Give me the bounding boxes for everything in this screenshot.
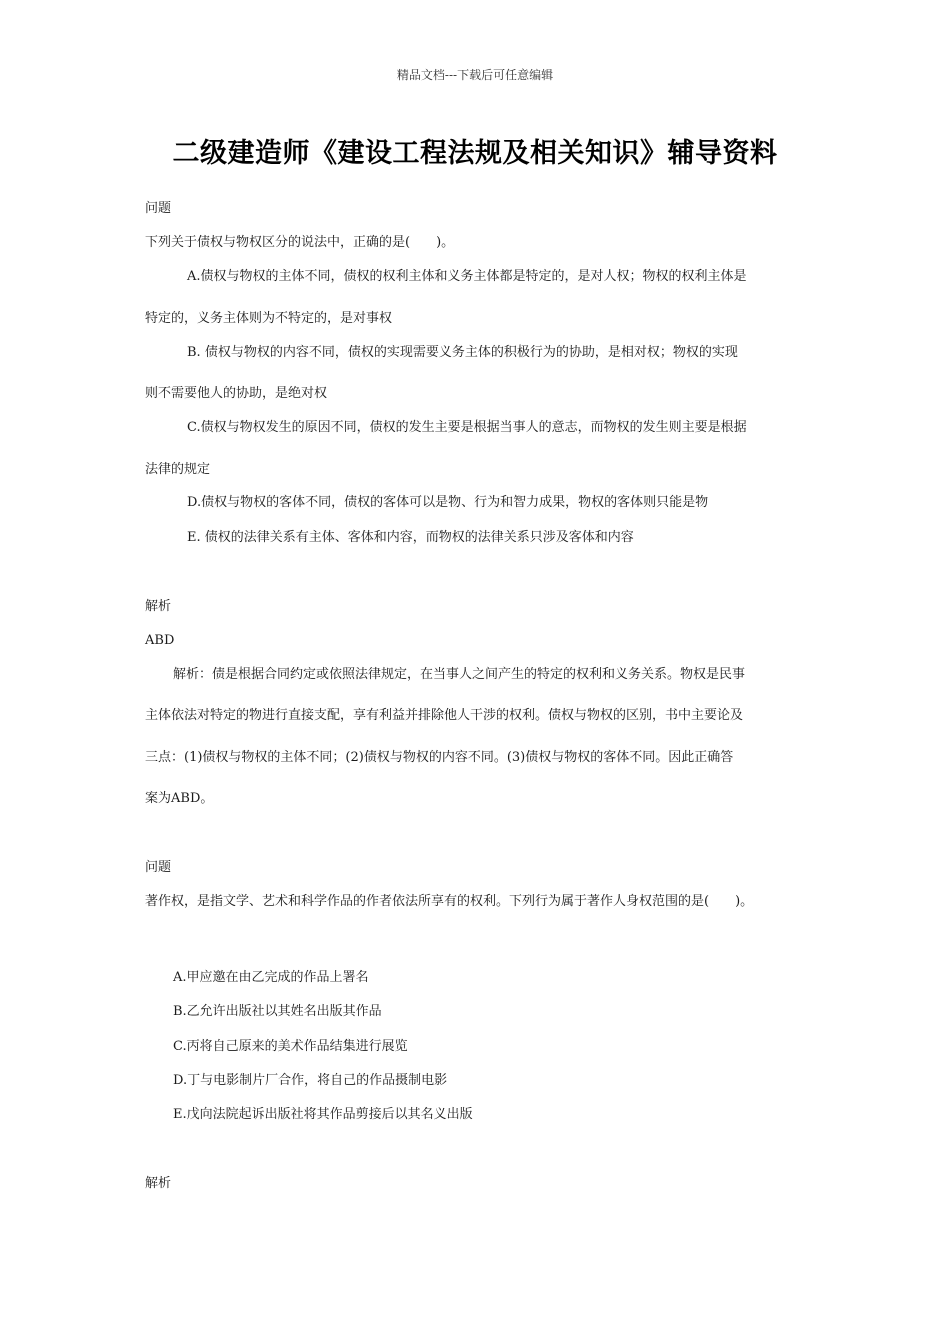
- question-1-option-b: B. 债权与物权的内容不同，债权的实现需要义务主体的积极行为的协助，是相对权；物权的实现: [187, 345, 738, 360]
- answer-1-explanation-line-3: 三点：(1)债权与物权的主体不同；(2)债权与物权的内容不同。(3)债权与物权的客体不同。因此正确答: [145, 750, 734, 765]
- page-title: 二级建造师《建设工程法规及相关知识》辅导资料: [172, 138, 778, 169]
- question-2-option-b: B.乙允许出版社以其姓名出版其作品: [173, 1004, 382, 1019]
- answer-1-explanation-line-1: 解析：债是根据合同约定或依照法律规定，在当事人之间产生的特定的权利和义务关系。物权是民事: [173, 667, 746, 682]
- header-note: 精品文档---下载后可任意编辑: [396, 68, 554, 82]
- question-1-option-e: E. 债权的法律关系有主体、客体和内容，而物权的法律关系只涉及客体和内容: [187, 530, 634, 545]
- answer-1-explanation-line-4: 案为ABD。: [145, 791, 214, 806]
- answer-2-label: 解析: [145, 1176, 172, 1191]
- question-1-option-a-cont: 特定的，义务主体则为不特定的，是对事权: [145, 311, 393, 326]
- question-2-option-d: D.丁与电影制片厂合作，将自己的作品摄制电影: [173, 1073, 448, 1088]
- question-2-option-e: E.戊向法院起诉出版社将其作品剪接后以其名义出版: [173, 1107, 473, 1122]
- question-1-option-c-cont: 法律的规定: [145, 462, 211, 477]
- question-2-label: 问题: [145, 860, 172, 875]
- question-2-option-a: A.甲应邀在由乙完成的作品上署名: [173, 970, 369, 985]
- question-1-option-a: A.债权与物权的主体不同，债权的权利主体和义务主体都是特定的，是对人权；物权的权利主体是: [187, 269, 747, 284]
- question-1-option-d: D.债权与物权的客体不同，债权的客体可以是物、行为和智力成果，物权的客体则只能是物: [187, 495, 709, 510]
- question-1-option-b-cont: 则不需要他人的协助，是绝对权: [145, 386, 328, 401]
- question-1-option-c: C.债权与物权发生的原因不同，债权的发生主要是根据当事人的意志，而物权的发生则主要是根据: [187, 420, 747, 435]
- question-1-stem: 下列关于债权与物权区分的说法中，正确的是( )。: [145, 235, 455, 250]
- answer-1-explanation-line-2: 主体依法对特定的物进行直接支配，享有利益并排除他人干涉的权利。债权与物权的区别，书中主要论及: [145, 708, 744, 723]
- answer-1-label: 解析: [145, 599, 172, 614]
- question-2-option-c: C.丙将自己原来的美术作品结集进行展览: [173, 1039, 408, 1054]
- answer-1-key: ABD: [145, 633, 175, 648]
- question-1-label: 问题: [145, 201, 172, 216]
- question-2-stem: 著作权，是指文学、艺术和科学作品的作者依法所享有的权利。下列行为属于著作人身权范围的是( )。: [145, 894, 754, 909]
